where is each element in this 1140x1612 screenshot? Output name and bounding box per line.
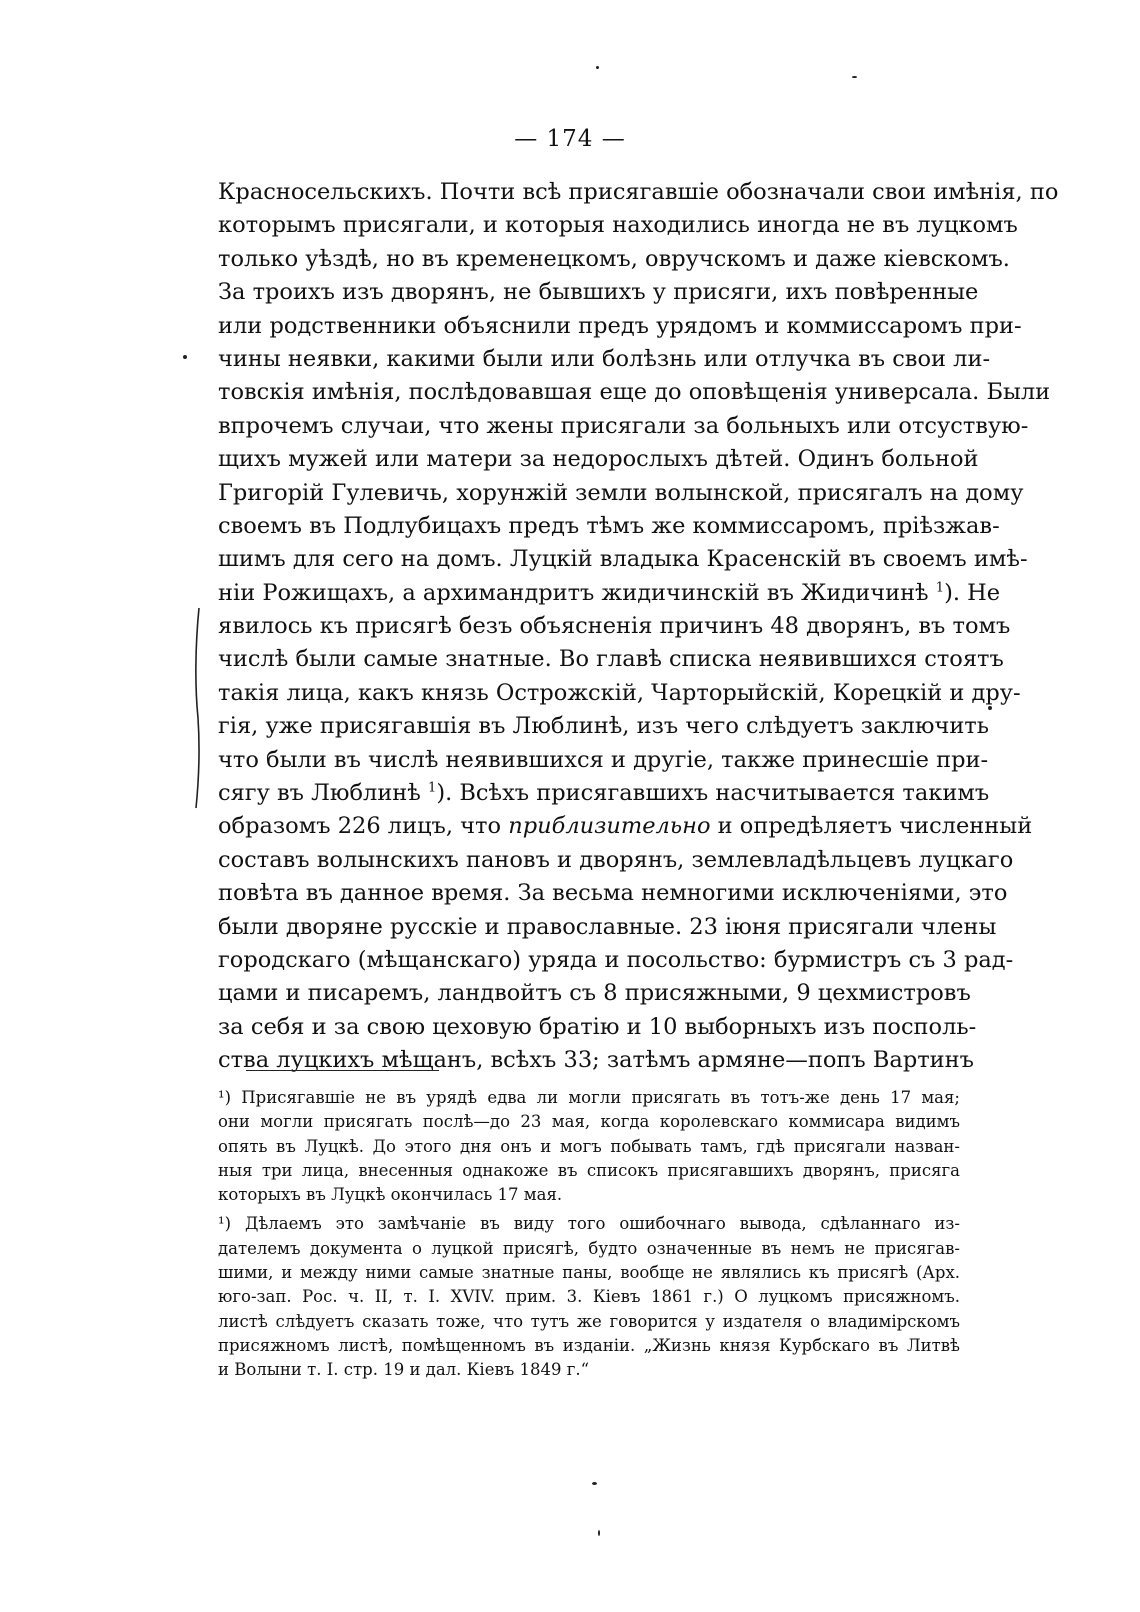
body-line: были дворяне русскіе и православные. 23 іюня присягали члены bbox=[218, 913, 997, 940]
body-line: составъ волынскихъ пановъ и дворянъ, землевладѣльцевъ луцкаго bbox=[218, 846, 1014, 873]
body-line: такія лица, какъ князь Острожскій, Чарторыйскій, Корецкій и дру- bbox=[218, 679, 1021, 706]
body-line: или родственники объяснили предъ урядомъ и коммиссаромъ при- bbox=[218, 312, 1022, 339]
body-line: Григорій Гулевичь, хорунжій земли волынской, присягалъ на дому bbox=[218, 479, 1024, 506]
footnote-line: они могли присягать послѣ—до 23 мая, когда королевскаго коммисара видимъ bbox=[218, 1112, 960, 1132]
body-line-tail: и опредѣляетъ численный bbox=[717, 813, 1033, 840]
footnote-line: и Волыни т. I. стр. 19 и дал. Кіевъ 1849 г.“ bbox=[218, 1360, 590, 1380]
body-line: шимъ для сего на домъ. Луцкій владыка Красенскій въ своемъ имѣ- bbox=[218, 546, 1028, 573]
footnotes bbox=[218, 1086, 960, 1383]
body-line: своемъ въ Подлубицахъ предъ тѣмъ же коммиссаромъ, пріѣзжав- bbox=[218, 512, 1000, 539]
scan-speck bbox=[852, 76, 857, 78]
scan-speck bbox=[592, 1482, 597, 1485]
footnote-line: ныя три лица, внесенныя однакоже въ списокъ присягавшихъ дворянъ, присяга bbox=[218, 1160, 960, 1180]
body-line: которымъ присягали, и которыя находились иногда не въ луцкомъ bbox=[218, 212, 1018, 239]
footnote-ref: 1 bbox=[428, 780, 437, 796]
scan-speck bbox=[598, 1530, 600, 1536]
body-line: числѣ были самые знатные. Во главѣ списка неявившихся стоятъ bbox=[218, 646, 1004, 673]
margin-bracket-mark bbox=[193, 608, 203, 808]
scan-speck bbox=[183, 355, 187, 359]
footnote-line: ¹) Дѣлаемъ это замѣчаніе въ виду того ошибочнаго вывода, сдѣланнаго из- bbox=[218, 1214, 960, 1234]
footnote-line: дателемъ документа о луцкой присягѣ, будто означенные въ немъ не присягав- bbox=[218, 1238, 960, 1258]
body-line-with-ref bbox=[218, 777, 990, 810]
body-line-tail: ). Не bbox=[944, 579, 1001, 606]
body-line: повѣта въ данное время. За весьма немногими исключеніями, это bbox=[218, 880, 1008, 907]
footnote-divider bbox=[246, 1070, 439, 1071]
body-line: чины неявки, какими были или болѣзнь или отлучка въ свои ли- bbox=[218, 345, 991, 372]
body-line-tail: ). Всѣхъ присягавшихъ насчитывается такимъ bbox=[436, 780, 990, 807]
body-line: щихъ мужей или матери за недорослыхъ дѣтей. Одинъ больной bbox=[218, 446, 979, 473]
main-text bbox=[218, 176, 1059, 1078]
footnote-line: опять въ Луцкѣ. До этого дня онъ и могъ побывать тамъ, гдѣ присягали назван- bbox=[218, 1136, 960, 1156]
footnote-ref: 1 bbox=[935, 580, 945, 596]
body-line-text: ніи Рожищахъ, а архимандритъ жидичинскій въ Жидичинѣ bbox=[218, 579, 929, 606]
body-line: За троихъ изъ дворянъ, не бывшихъ у присяги, ихъ повѣренные bbox=[218, 279, 979, 306]
body-line-text: сягу въ Люблинѣ bbox=[218, 780, 421, 807]
body-line: городскаго (мѣщанскаго) уряда и посольство: бурмистръ съ 3 рад- bbox=[218, 946, 1014, 973]
body-line-with-italic bbox=[218, 810, 1033, 843]
footnote-line: ¹) Присягавшіе не въ урядѣ едва ли могли присягать въ тотъ-же день 17 мая; bbox=[218, 1088, 960, 1107]
footnote-line: которыхъ въ Луцкѣ окончилась 17 мая. bbox=[218, 1185, 563, 1205]
body-line: гія, уже присягавшія въ Люблинѣ, изъ чего слѣдуетъ заключить bbox=[218, 713, 990, 740]
scan-speck bbox=[596, 66, 599, 69]
italic-word: приблизительно bbox=[508, 813, 711, 840]
body-line-with-ref bbox=[218, 577, 1001, 610]
body-line: явилось къ присягѣ безъ объясненія причинъ 48 дворянъ, въ томъ bbox=[218, 613, 1011, 640]
body-line-text: образомъ 226 лицъ, что bbox=[218, 813, 502, 840]
footnote-line: листѣ слѣдуетъ сказать тоже, что тутъ же говорится у издателя о владимірскомъ bbox=[218, 1311, 960, 1331]
body-line: впрочемъ случаи, что жены присягали за больныхъ или отсуствую- bbox=[218, 412, 1029, 439]
body-line: цами и писаремъ, ландвойтъ съ 8 присяжными, 9 цехмистровъ bbox=[218, 980, 971, 1007]
footnote-line: присяжномъ листѣ, помѣщенномъ въ изданіи. „Жизнь князя Курбскаго въ Литвѣ bbox=[218, 1335, 960, 1355]
body-line: что были въ числѣ неявившихся и другіе, также принесшіе при- bbox=[218, 746, 989, 773]
page-number: — 174 — bbox=[514, 126, 626, 152]
body-line: Красносельскихъ. Почти всѣ присягавшіе обозначали свои имѣнія, по bbox=[218, 179, 1059, 205]
body-line: товскія имѣнія, послѣдовавшая еще до оповѣщенія универсала. Были bbox=[218, 379, 1051, 406]
footnote-line: шими, и между ними самые знатные паны, вообще не являлись къ присягѣ (Арх. bbox=[218, 1263, 960, 1283]
body-line: ства луцкихъ мѣщанъ, всѣхъ 33; затѣмъ армяне—попъ Вартинъ bbox=[218, 1047, 974, 1074]
footnote-line: юго-зап. Рос. ч. II, т. I. XVIV. прим. 3. Кіевъ 1861 г.) О луцкомъ присяжномъ. bbox=[218, 1287, 960, 1307]
scan-speck bbox=[988, 706, 992, 710]
body-line: только уѣздѣ, но въ кременецкомъ, овручскомъ и даже кіевскомъ. bbox=[218, 245, 1010, 272]
body-line: за себя и за свою цеховую братію и 10 выборныхъ изъ посполь- bbox=[218, 1013, 977, 1040]
